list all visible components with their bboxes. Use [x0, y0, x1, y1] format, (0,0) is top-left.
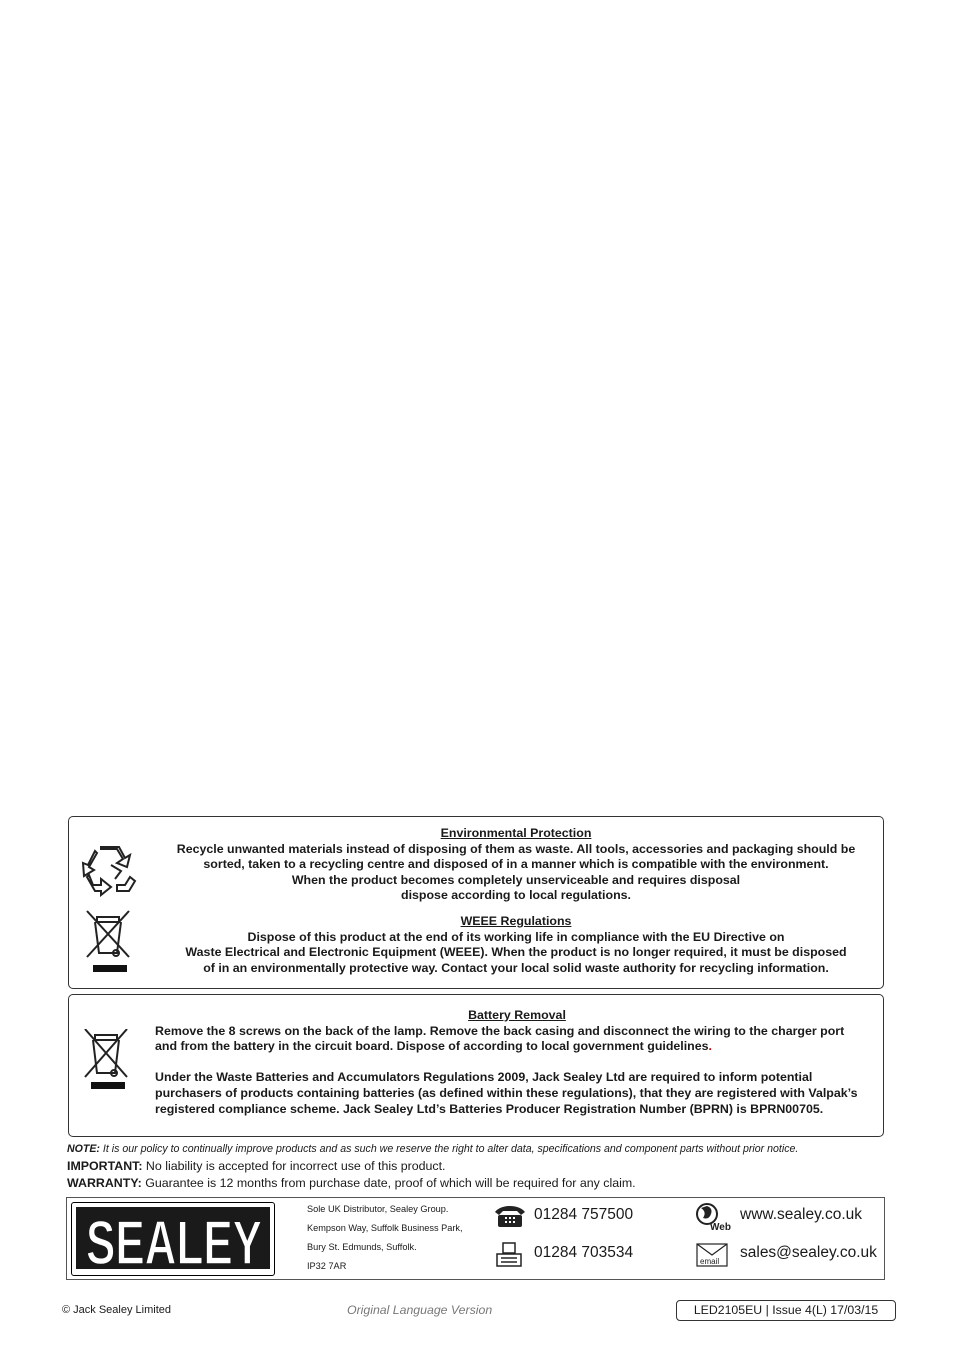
environmental-line: When the product becomes completely unserviceable and requires disposal — [291, 872, 741, 887]
warranty-line — [67, 1175, 897, 1192]
address-line: Kempson Way, Suffolk Business Park, — [307, 1223, 463, 1233]
weee-line: Dispose of this product at the end of its working life in compliance with the EU Directive on — [247, 929, 785, 944]
notes — [67, 1141, 897, 1192]
phone-number[interactable]: 01284 757500 — [534, 1206, 634, 1223]
battery-line-period: . — [708, 1039, 712, 1054]
web-icon — [695, 1202, 735, 1232]
address-line: IP32 7AR — [307, 1261, 347, 1271]
weee-heading: WEEE Regulations — [460, 914, 572, 928]
battery-line: purchasers of products containing batteries (as defined within these regulations), that they are registered with Valpak’s — [155, 1085, 858, 1100]
important-text: No liability is accepted for incorrect use of this product. — [142, 1159, 446, 1173]
copyright: © Jack Sealey Limited — [62, 1304, 171, 1316]
email-icon — [696, 1243, 728, 1267]
environmental-heading: Environmental Protection — [440, 826, 592, 840]
logo-wordmark — [84, 1212, 264, 1270]
environmental-section — [155, 826, 877, 904]
battery-box — [68, 994, 884, 1137]
warranty-text: Guarantee is 12 months from purchase date, proof of which will be required for any claim. — [141, 1176, 636, 1190]
address-line: Bury St. Edmunds, Suffolk. — [307, 1242, 417, 1252]
weee-line: of in an environmentally protective way. Contact your local solid waste authority for recycling information. — [203, 960, 829, 975]
environmental-line: sorted, taken to a recycling centre and disposed of in a manner which is compatible with the environment. — [203, 857, 829, 872]
spacer — [155, 1055, 879, 1071]
fax-icon — [495, 1242, 523, 1268]
weee-bin-icon — [85, 909, 133, 975]
battery-line-2 — [155, 1039, 879, 1055]
note-text: It is our policy to continually improve products and as such we reserve the right to alter data, specifications and component parts without prior notice. — [99, 1143, 799, 1155]
battery-bin-icon — [83, 1029, 131, 1095]
warranty-label: WARRANTY: — [67, 1176, 142, 1190]
contact-footer — [66, 1197, 885, 1280]
environmental-line: Recycle unwanted materials instead of disposing of them as waste. All tools, accessories and packaging should be — [176, 841, 856, 856]
battery-heading: Battery Removal — [468, 1008, 566, 1022]
sealey-logo — [71, 1202, 275, 1276]
battery-line-text: and from the battery in the circuit board. Dispose of according to local government guidelines — [155, 1039, 709, 1054]
battery-line: registered compliance scheme. Jack Sealey Ltd’s Batteries Producer Registration Number (BPRN) is BPRN00705. — [155, 1101, 824, 1116]
original-language-label: Original Language Version — [347, 1303, 493, 1317]
email-link[interactable]: sales@sealey.co.uk — [740, 1244, 877, 1261]
environmental-box — [68, 816, 884, 989]
recycle-icon — [81, 843, 137, 897]
document-code: LED2105EU | Issue 4(L) 17/03/15 — [676, 1300, 896, 1321]
weee-line: Waste Electrical and Electronic Equipment (WEEE). When the product is no longer required, it must be disposed — [185, 945, 847, 960]
svg-text:email: email — [700, 1257, 720, 1266]
telephone-icon — [493, 1204, 527, 1228]
battery-line: Remove the 8 screws on the back of the lamp. Remove the back casing and disconnect the wiring to the charger port — [155, 1023, 845, 1038]
environmental-line: dispose according to local regulations. — [401, 888, 631, 903]
battery-line: Under the Waste Batteries and Accumulators Regulations 2009, Jack Sealey Ltd are required to inform potential — [155, 1070, 813, 1085]
svg-text:Web: Web — [710, 1222, 731, 1232]
weee-section — [155, 914, 877, 976]
note-label: NOTE: — [67, 1143, 100, 1155]
svg-text:SEALEY: SEALEY — [86, 1212, 262, 1270]
battery-section — [155, 1008, 879, 1117]
distributor-address — [307, 1200, 463, 1276]
fax-number[interactable]: 01284 703534 — [534, 1244, 634, 1261]
address-line: Sole UK Distributor, Sealey Group. — [307, 1204, 449, 1214]
website-link[interactable]: www.sealey.co.uk — [740, 1206, 863, 1223]
important-line — [67, 1158, 897, 1175]
note-line — [67, 1141, 897, 1158]
important-label: IMPORTANT: — [67, 1159, 143, 1173]
